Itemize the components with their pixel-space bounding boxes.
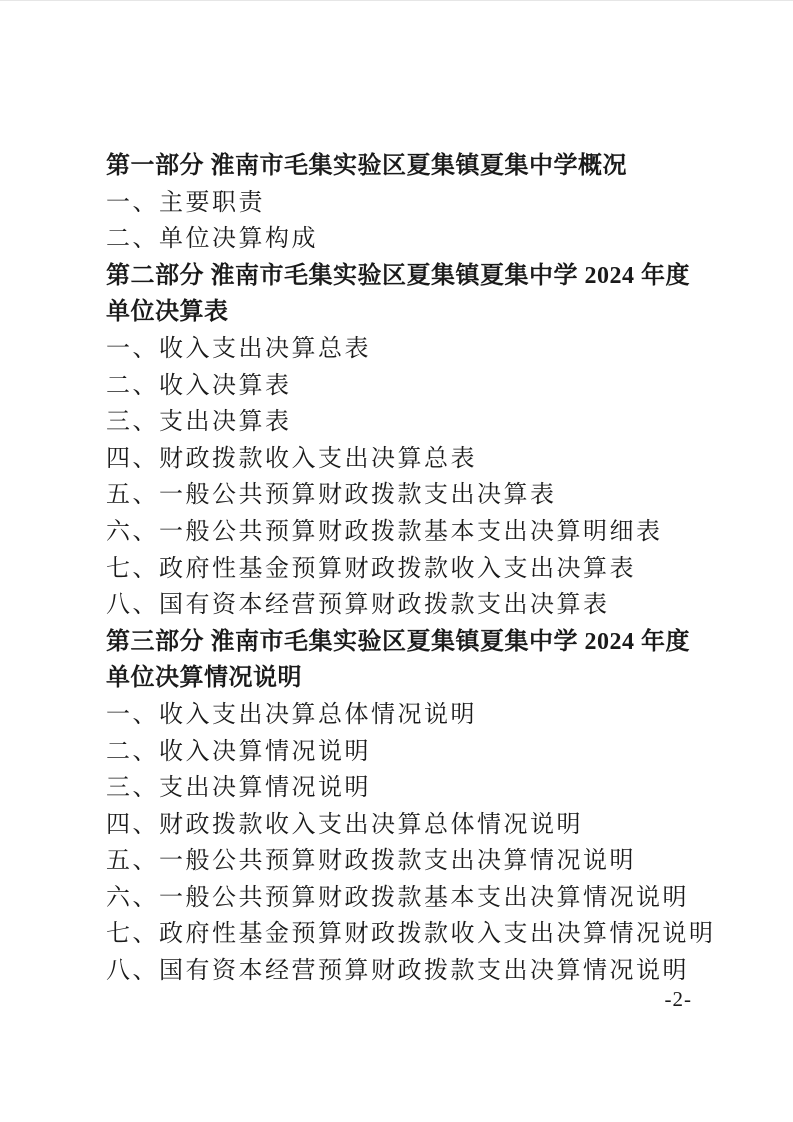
- toc-item: 三、支出决算情况说明: [106, 775, 371, 802]
- toc-item: 一、收入支出决算总体情况说明: [106, 701, 477, 728]
- toc-section-1: [106, 148, 692, 258]
- section-2-heading-line-2: 单位决算表: [106, 299, 229, 326]
- toc-item: 二、单位决算构成: [106, 226, 318, 253]
- toc-item: 五、一般公共预算财政拨款支出决算表: [106, 482, 557, 509]
- toc-item: 六、一般公共预算财政拨款基本支出决算情况说明: [106, 884, 689, 911]
- toc-item: 四、财政拨款收入支出决算总体情况说明: [106, 811, 583, 838]
- page-number: -2-: [664, 987, 692, 1011]
- toc-item: 四、财政拨款收入支出决算总表: [106, 445, 477, 472]
- section-1-heading: 第一部分 淮南市毛集实验区夏集镇夏集中学概况: [106, 153, 627, 179]
- toc-item: 二、收入决算表: [106, 372, 292, 399]
- toc-item: 七、政府性基金预算财政拨款收入支出决算情况说明: [106, 921, 716, 948]
- toc-item: 八、国有资本经营预算财政拨款支出决算情况说明: [106, 958, 689, 985]
- toc-item: 一、主要职责: [106, 189, 265, 216]
- toc-item: 三、支出决算表: [106, 409, 292, 436]
- table-of-contents: [106, 148, 716, 990]
- toc-section-2: [106, 258, 692, 624]
- toc-section-3: [106, 624, 716, 990]
- section-3-heading-line-1: 第三部分 淮南市毛集实验区夏集镇夏集中学 2024 年度: [106, 628, 690, 655]
- section-3-heading-line-2: 单位决算情况说明: [106, 665, 302, 692]
- toc-item: 八、国有资本经营预算财政拨款支出决算表: [106, 592, 610, 619]
- toc-item: 二、收入决算情况说明: [106, 738, 371, 765]
- toc-item: 七、政府性基金预算财政拨款收入支出决算表: [106, 555, 636, 582]
- section-2-heading-line-1: 第二部分 淮南市毛集实验区夏集镇夏集中学 2024 年度: [106, 262, 690, 289]
- toc-item: 五、一般公共预算财政拨款支出决算情况说明: [106, 848, 636, 875]
- toc-item: 六、一般公共预算财政拨款基本支出决算明细表: [106, 518, 663, 545]
- toc-item: 一、收入支出决算总表: [106, 335, 371, 362]
